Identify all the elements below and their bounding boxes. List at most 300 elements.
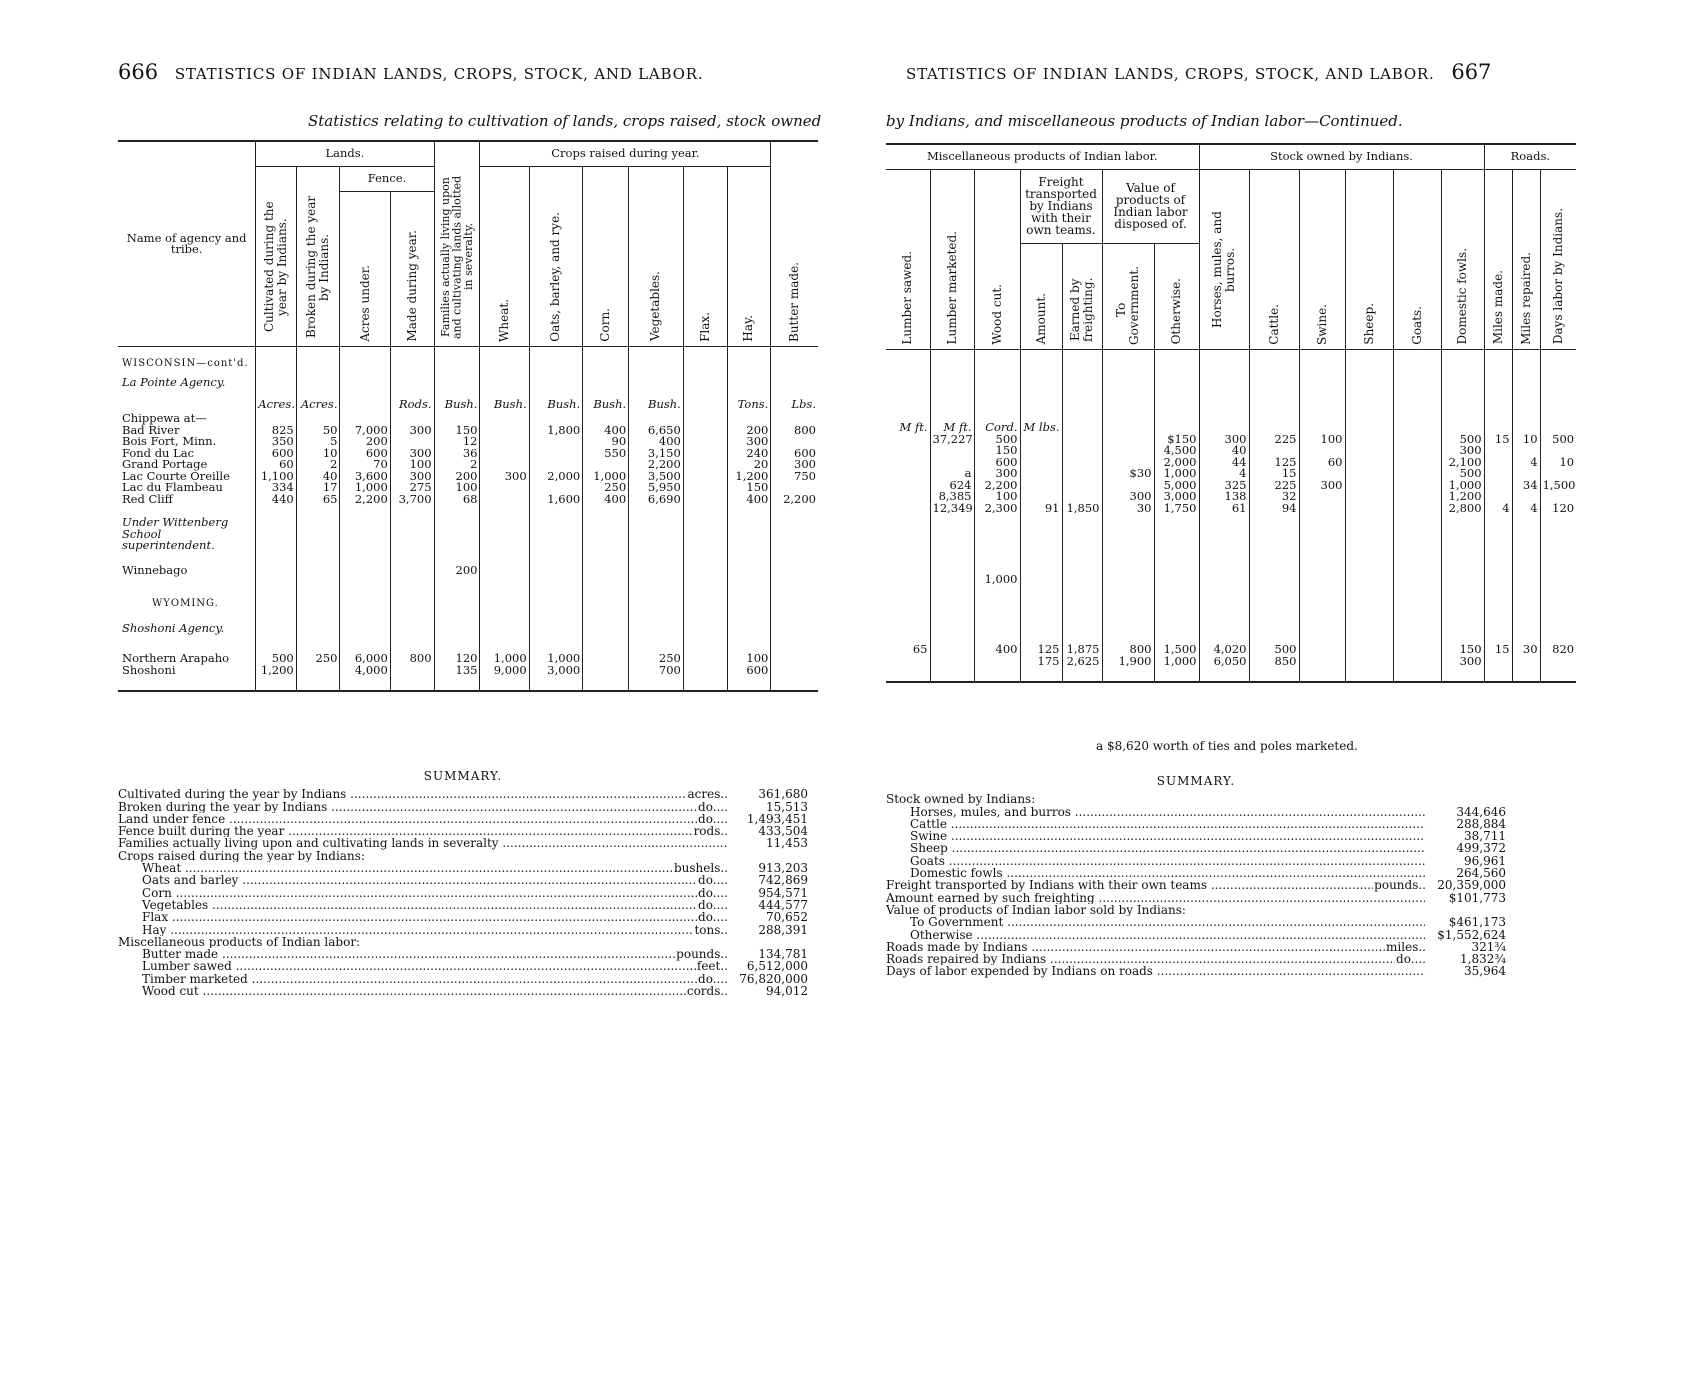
data-cell: 275 (390, 482, 434, 494)
summary-row (118, 788, 808, 800)
data-cell (1299, 491, 1345, 503)
data-cell (1345, 644, 1393, 656)
summary-value: 35,964 (1464, 964, 1506, 979)
data-cell: 2,100 (1441, 457, 1484, 469)
summary-row (118, 985, 808, 997)
data-cell (1020, 574, 1062, 644)
data-cell (1393, 445, 1441, 457)
data-cell (1393, 422, 1441, 434)
table-row (886, 514, 1576, 574)
data-cell: 1,500 (1154, 644, 1199, 656)
data-cell (1154, 514, 1199, 574)
data-cell (1062, 514, 1102, 574)
table-row (118, 615, 818, 653)
right-running-title: STATISTICS OF INDIAN LANDS, CROPS, STOCK, AND LABOR. (906, 65, 1435, 83)
empty-cell (434, 615, 480, 653)
data-cell (1540, 667, 1576, 682)
data-cell: 400 (629, 436, 684, 448)
summary-row (886, 892, 1506, 904)
empty-cell (727, 615, 771, 653)
data-cell: 550 (583, 448, 629, 460)
summary-unit: do.... (698, 873, 728, 888)
data-cell (529, 565, 583, 587)
data-cell: 5,950 (629, 482, 684, 494)
empty-cell (480, 676, 529, 691)
right-summary (886, 775, 1506, 978)
data-cell: 90 (583, 436, 629, 448)
empty-cell (771, 505, 818, 565)
data-cell (930, 514, 974, 574)
data-cell (1512, 656, 1540, 668)
empty-cell (480, 587, 529, 615)
empty-cell (256, 505, 296, 565)
right-statistics-table (886, 143, 1576, 683)
summary-value: $461,173 (1448, 915, 1506, 930)
data-cell: 3,000 (529, 665, 583, 677)
data-cell (1393, 503, 1441, 515)
data-cell: 300 (1441, 656, 1484, 668)
chippewa-label: Chippewa at— (118, 399, 256, 425)
summary-value: 6,512,000 (746, 959, 808, 974)
data-cell (1393, 491, 1441, 503)
table-row (118, 448, 818, 460)
data-cell (1299, 644, 1345, 656)
summary-value: 499,372 (1456, 841, 1506, 856)
empty-cell (629, 676, 684, 691)
data-cell: 94 (1249, 503, 1299, 515)
vegetables-header: Vegetables. (629, 167, 684, 347)
data-cell: 120 (1552, 500, 1575, 515)
empty-cell (340, 676, 390, 691)
data-cell (771, 653, 818, 665)
data-cell: 2,300 (974, 503, 1020, 515)
miles-made-header: Miles made. (1484, 170, 1512, 350)
summary-label: Days of labor expended by Indians on roads ..... (886, 965, 1425, 977)
empty-cell (256, 615, 296, 653)
data-cell: 600 (974, 457, 1020, 469)
data-cell (1441, 574, 1484, 644)
data-cell (583, 565, 629, 587)
empty-cell (340, 587, 390, 615)
data-cell: 50 (296, 425, 340, 437)
agency-shoshoni: Shoshoni Agency. (118, 615, 256, 653)
right-table-body (886, 350, 1576, 683)
empty-cell (583, 676, 629, 691)
lumber-sawed-header: Lumber sawed. (886, 170, 930, 350)
data-cell (1154, 667, 1199, 682)
summary-label: Fence built during the year ..... (118, 825, 693, 837)
table-row (118, 565, 818, 587)
data-cell (1540, 514, 1576, 574)
wood-cut-header: Wood cut. (974, 170, 1020, 350)
data-cell: 300 (974, 468, 1020, 480)
cultivated-header: Cultivated during the year by Indians. (256, 167, 296, 347)
summary-unit: do.... (698, 885, 728, 900)
stock-header: Stock owned by Indians. (1199, 144, 1484, 170)
empty-cell (296, 505, 340, 565)
right-summary-title: SUMMARY. (1156, 774, 1236, 788)
data-cell (1249, 514, 1299, 574)
data-cell: 150 (1441, 644, 1484, 656)
data-cell: 825 (256, 425, 296, 437)
left-page-number: 666 (118, 60, 159, 84)
row-label: Bois Fort, Minn. (118, 436, 256, 448)
data-cell: 6,050 (1199, 656, 1249, 668)
data-cell (886, 434, 930, 446)
data-cell (1484, 656, 1512, 668)
butter-header: Butter made. (771, 141, 818, 347)
empty-cell (296, 676, 340, 691)
data-cell: 800 (1102, 644, 1154, 656)
summary-label: Swine ..... (886, 830, 1425, 842)
data-cell (1393, 574, 1441, 644)
summary-row (886, 818, 1506, 830)
summary-row (886, 916, 1506, 928)
data-cell: 500 (974, 434, 1020, 446)
summary-label: Sheep ..... (886, 842, 1425, 854)
data-cell: M lbs. (1020, 422, 1062, 434)
summary-value: 70,652 (766, 910, 808, 925)
table-row (118, 505, 818, 565)
data-cell (683, 665, 727, 677)
data-cell: 44 (1199, 457, 1249, 469)
data-cell (1393, 480, 1441, 492)
summary-unit: do.... (698, 897, 728, 912)
data-cell: 300 (1102, 491, 1154, 503)
empty-cell (434, 587, 480, 615)
data-cell: 37,227 (930, 434, 974, 446)
row-label: Lac du Flambeau (118, 482, 256, 494)
empty-cell (771, 615, 818, 653)
data-cell (1102, 445, 1154, 457)
data-cell: 91 (1020, 503, 1062, 515)
wheat-header: Wheat. (480, 167, 529, 347)
data-cell: 300 (1299, 480, 1345, 492)
data-cell: 300 (390, 448, 434, 460)
data-cell: 100 (434, 482, 480, 494)
left-subtitle: Statistics relating to cultivation of lands, crops raised, stock owned (308, 112, 822, 130)
data-cell: 750 (794, 468, 816, 483)
data-cell: 2,625 (1062, 656, 1102, 668)
table-row (886, 574, 1576, 644)
summary-label: Lumber sawed ..... (118, 960, 696, 972)
data-cell: 500 (256, 653, 296, 665)
data-cell (1020, 445, 1062, 457)
data-cell: 1,200 (1441, 491, 1484, 503)
data-cell: 4,000 (340, 665, 390, 677)
summary-unit: do.... (698, 811, 728, 826)
data-cell: Cord. (974, 422, 1020, 434)
empty-cell (390, 505, 434, 565)
state-wisconsin: WISCONSIN—cont'd. (118, 347, 256, 378)
data-cell: $150 (1154, 434, 1199, 446)
data-cell (886, 491, 930, 503)
summary-label: Wood cut ..... (118, 985, 686, 997)
empty-cell (529, 587, 583, 615)
summary-label: Roads repaired by Indians ..... (886, 953, 1395, 965)
data-cell: a (930, 468, 974, 480)
data-cell: 2,200 (629, 459, 684, 471)
data-cell (1345, 480, 1393, 492)
data-cell (1345, 422, 1393, 434)
data-cell: 300 (794, 457, 816, 471)
spacer-cell (118, 676, 256, 691)
empty-cell (683, 676, 727, 691)
data-cell: 10 (1512, 434, 1540, 446)
families-header: Families actually living upon and cultivating lands allotted in severalty. (434, 141, 480, 347)
data-cell (1062, 457, 1102, 469)
under-note: Under Wittenberg School superintendent. (118, 505, 256, 565)
data-cell: 6,650 (629, 425, 684, 437)
data-cell: 17 (296, 482, 340, 494)
data-cell (930, 445, 974, 457)
data-cell: 325 (1199, 480, 1249, 492)
data-cell (1393, 514, 1441, 574)
data-cell: 3,600 (340, 471, 390, 483)
data-cell: 500 (1249, 644, 1299, 656)
data-cell (480, 565, 529, 587)
unit-cell (683, 399, 727, 425)
data-cell: 120 (434, 653, 480, 665)
lumber-marketed-header: Lumber marketed. (930, 170, 974, 350)
empty-cell (727, 587, 771, 615)
data-cell: 1,850 (1062, 503, 1102, 515)
data-cell: 12 (434, 436, 480, 448)
data-cell: 9,000 (480, 665, 529, 677)
data-cell: 15 (1484, 434, 1512, 446)
data-cell: 3,700 (390, 494, 434, 506)
miles-repaired-header: Miles repaired. (1512, 170, 1540, 350)
misc-products-header: Miscellaneous products of Indian labor. (886, 144, 1199, 170)
data-cell: 240 (727, 448, 771, 460)
table-row (886, 503, 1576, 515)
data-cell: 8,385 (930, 491, 974, 503)
summary-value: 20,359,000 (1437, 878, 1506, 893)
unit-cell: Bush. (629, 399, 684, 425)
summary-label: Stock owned by Indians: (886, 793, 1036, 806)
row-label: Lac Courte Oreille (118, 471, 256, 483)
data-cell (886, 445, 930, 457)
oats-header: Oats, barley, and rye. (529, 167, 583, 347)
data-cell (886, 656, 930, 668)
summary-label: Vegetables ..... (118, 899, 697, 911)
row-label: Bad River (118, 425, 256, 437)
data-cell: 4 (1484, 503, 1512, 515)
summary-label: Amount earned by such freighting ..... (886, 892, 1425, 904)
data-cell: 440 (256, 494, 296, 506)
summary-row (886, 904, 1506, 916)
data-cell (1299, 656, 1345, 668)
summary-row (886, 855, 1506, 867)
data-cell (1102, 434, 1154, 446)
summary-label: Cultivated during the year by Indians ..... (118, 788, 687, 800)
data-cell: 850 (1249, 656, 1299, 668)
row-label: Grand Portage (118, 459, 256, 471)
data-cell (1062, 434, 1102, 446)
data-cell (1345, 514, 1393, 574)
empty-cell (480, 615, 529, 653)
data-cell (771, 565, 818, 587)
summary-value: 913,203 (758, 861, 808, 876)
data-cell: 125 (1020, 644, 1062, 656)
summary-label: To Government ..... (886, 916, 1425, 928)
data-cell: 300 (1441, 445, 1484, 457)
summary-row (118, 825, 808, 837)
summary-row (118, 924, 808, 936)
data-cell (1020, 457, 1062, 469)
data-cell: 60 (256, 459, 296, 471)
data-cell: 1,800 (529, 425, 583, 437)
summary-label: Cattle ..... (886, 818, 1425, 830)
unit-cell: Rods. (390, 399, 434, 425)
data-cell: 1,875 (1062, 644, 1102, 656)
right-footnote: a $8,620 worth of ties and poles marketed. (1096, 739, 1358, 753)
data-cell: 300 (1199, 434, 1249, 446)
data-cell (340, 565, 390, 587)
summary-label: Wheat ..... (118, 862, 673, 874)
broken-header: Broken during the year by Indians. (296, 167, 340, 347)
data-cell (629, 565, 684, 587)
data-cell: 150 (974, 445, 1020, 457)
data-cell: 70 (340, 459, 390, 471)
data-cell: 334 (256, 482, 296, 494)
to-gov-header: To Government. (1102, 243, 1154, 349)
summary-unit: do.... (698, 971, 728, 986)
data-cell (1062, 445, 1102, 457)
data-cell: 61 (1199, 503, 1249, 515)
data-cell: 7,000 (340, 425, 390, 437)
data-cell (1062, 480, 1102, 492)
data-cell (930, 656, 974, 668)
data-cell (1512, 514, 1540, 574)
data-cell (480, 425, 529, 437)
data-cell: 300 (390, 471, 434, 483)
summary-value: 361,680 (758, 787, 808, 802)
data-cell: 225 (1249, 480, 1299, 492)
data-cell: 125 (1249, 457, 1299, 469)
data-cell: 100 (727, 653, 771, 665)
empty-cell (529, 615, 583, 653)
data-cell: 400 (583, 425, 629, 437)
data-cell (1102, 514, 1154, 574)
summary-label: Butter made ..... (118, 948, 675, 960)
data-cell (1484, 457, 1512, 469)
empty-cell (390, 676, 434, 691)
summary-label: Value of products of Indian labor sold by Indians: (886, 903, 1186, 917)
data-cell (683, 425, 727, 437)
data-cell: 138 (1199, 491, 1249, 503)
summary-row (886, 806, 1506, 818)
data-cell: 3,150 (629, 448, 684, 460)
left-statistics-table (118, 140, 818, 692)
data-cell: 65 (296, 494, 340, 506)
freight-header: Freight transported by Indians with their own teams. (1020, 170, 1102, 244)
data-cell (1199, 667, 1249, 682)
data-cell (1199, 514, 1249, 574)
data-cell: 1,500 (1542, 477, 1576, 492)
data-cell: 6,000 (340, 653, 390, 665)
summary-unit: acres.. (687, 787, 728, 802)
data-cell (1484, 480, 1512, 492)
data-cell: 600 (794, 445, 816, 460)
crops-header: Crops raised during year. (480, 141, 771, 167)
data-cell: 250 (629, 653, 684, 665)
data-cell (886, 574, 930, 644)
unit-cell: Acres. (256, 399, 296, 425)
data-cell (1484, 468, 1512, 480)
data-cell: 3,000 (1154, 491, 1199, 503)
data-cell (1102, 574, 1154, 644)
data-cell (683, 653, 727, 665)
summary-value (1426, 793, 1506, 805)
data-cell (930, 574, 974, 644)
data-cell (480, 448, 529, 460)
data-cell (1102, 667, 1154, 682)
empty-cell (480, 505, 529, 565)
data-cell: 800 (794, 422, 816, 437)
data-cell (296, 565, 340, 587)
summary-value: 76,820,000 (739, 971, 808, 986)
data-cell (1154, 574, 1199, 644)
goats-header: Goats. (1393, 170, 1441, 350)
data-cell: 3,500 (629, 471, 684, 483)
fence-header: Fence. (340, 167, 434, 192)
summary-row (118, 874, 808, 886)
data-cell (296, 665, 340, 677)
data-cell (1062, 422, 1102, 434)
summary-value: 954,571 (758, 885, 808, 900)
right-subtitle: by Indians, and miscellaneous products of Indian labor—Continued. (886, 112, 1403, 130)
row-label: Northern Arapaho (118, 653, 256, 665)
summary-label: Corn ..... (118, 887, 697, 899)
summary-label: Flax ..... (118, 911, 697, 923)
empty-cell (727, 505, 771, 565)
empty-cell (771, 676, 818, 691)
data-cell (1020, 480, 1062, 492)
data-cell: 500 (1441, 434, 1484, 446)
data-cell (1299, 503, 1345, 515)
data-cell (1345, 491, 1393, 503)
table-row (118, 587, 818, 615)
summary-value: 344,646 (1456, 804, 1506, 819)
horses-header: Horses, mules, and burros. (1199, 170, 1249, 350)
state-wyoming (118, 587, 256, 615)
summary-label: Crops raised during the year by Indians: (118, 849, 365, 863)
empty-cell (629, 505, 684, 565)
data-cell (1393, 656, 1441, 668)
summary-value: 288,884 (1456, 816, 1506, 831)
data-cell (1441, 514, 1484, 574)
data-cell (886, 514, 930, 574)
data-cell: 1,600 (529, 494, 583, 506)
data-cell: 400 (727, 494, 771, 506)
data-cell (1512, 667, 1540, 682)
data-cell: 15 (1249, 468, 1299, 480)
summary-unit: cords.. (686, 984, 728, 999)
otherwise-header: Otherwise. (1154, 243, 1199, 349)
data-cell: 500 (1552, 431, 1575, 446)
summary-row (886, 793, 1506, 805)
unit-cell (340, 399, 390, 425)
left-running-title: STATISTICS OF INDIAN LANDS, CROPS, STOCK, AND LABOR. (174, 65, 704, 83)
data-cell (1020, 514, 1062, 574)
data-cell: 1,000 (529, 653, 583, 665)
summary-label: Timber marketed ..... (118, 973, 697, 985)
data-cell: $30 (1102, 468, 1154, 480)
data-cell (1484, 667, 1512, 682)
data-cell: 135 (434, 665, 480, 677)
data-cell (1345, 468, 1393, 480)
